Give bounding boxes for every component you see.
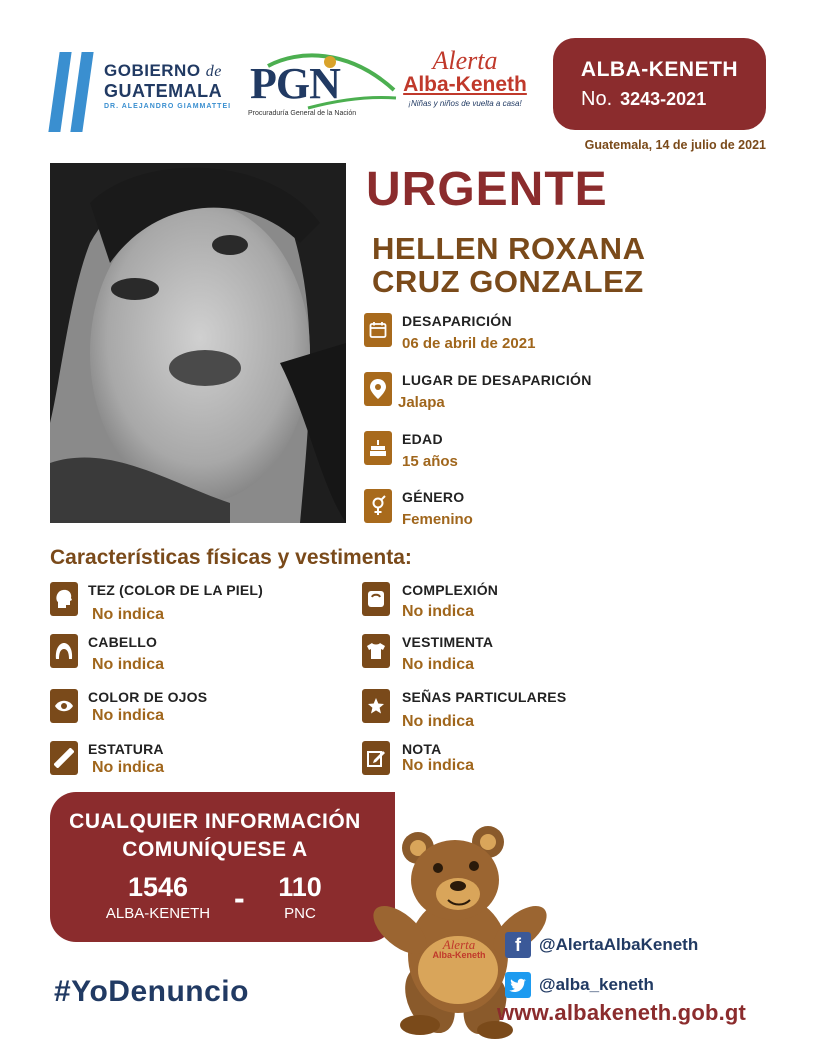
gov-line2: GUATEMALA	[104, 81, 223, 101]
info-lugar	[364, 372, 592, 411]
badge-number: 3243-2021	[620, 89, 707, 109]
hashtag: #YoDenuncio	[54, 975, 249, 1008]
twitter-icon	[505, 972, 531, 998]
char-value: No indica	[92, 707, 165, 724]
phone-label-pnc: PNC	[284, 905, 316, 922]
characteristics-title: Características físicas y vestimenta:	[50, 546, 412, 569]
info-value: Jalapa	[398, 394, 445, 411]
calendar-icon	[364, 313, 392, 347]
char-label: ESTATURA	[88, 741, 164, 757]
contact-box	[50, 792, 395, 942]
info-genero	[364, 489, 473, 528]
mascot-alerta-text: Alerta	[442, 937, 476, 952]
alerta-slogan: ¡Niñas y niños de vuelta a casa!	[408, 99, 522, 108]
badge-title: ALBA-KENETH	[580, 58, 739, 81]
gender-icon	[364, 489, 392, 523]
missing-person-photo	[50, 163, 346, 523]
info-label: GÉNERO	[402, 489, 465, 505]
char-vestimenta	[362, 634, 493, 674]
char-label: COMPLEXIÓN	[402, 582, 499, 598]
website-link[interactable]: www.albakeneth.gob.gt	[497, 1000, 747, 1025]
char-value: No indica	[92, 606, 165, 623]
ruler-icon	[50, 741, 78, 775]
phone-label-alba-keneth: ALBA-KENETH	[105, 905, 211, 922]
char-value: No indica	[402, 656, 475, 673]
info-value: 15 años	[402, 453, 458, 470]
hair-icon	[50, 634, 78, 668]
alerta-alba-keneth-logo	[395, 48, 535, 108]
scale-icon	[362, 582, 390, 616]
note-edit-icon	[362, 741, 390, 775]
facebook-handle[interactable]: @AlertaAlbaKeneth	[539, 935, 699, 954]
head-profile-icon	[50, 582, 78, 616]
info-edad	[364, 431, 458, 470]
info-label: EDAD	[402, 431, 443, 447]
alba-keneth-word: Alba-Keneth	[403, 73, 527, 96]
contact-title-line1: CUALQUIER INFORMACIÓN	[69, 810, 361, 833]
alerta-word: Alerta	[432, 46, 498, 75]
char-value: No indica	[402, 713, 475, 730]
alert-date: Guatemala, 14 de julio de 2021	[584, 138, 766, 152]
gov-line1-de: de	[205, 63, 222, 80]
info-value: 06 de abril de 2021	[402, 335, 536, 352]
info-label: LUGAR DE DESAPARICIÓN	[402, 372, 592, 388]
name-line2: CRUZ GONZALEZ	[372, 264, 644, 300]
badge-no-label: No.	[581, 88, 613, 110]
info-value: Femenino	[402, 511, 473, 528]
alert-number-badge	[553, 38, 766, 130]
shirt-icon	[362, 634, 390, 668]
char-senas	[362, 689, 566, 731]
char-nota	[362, 741, 474, 775]
gov-line3: DR. ALEJANDRO GIAMMATTEI	[104, 103, 232, 110]
info-label: DESAPARICIÓN	[402, 313, 512, 329]
contact-title-line2: COMUNÍQUESE A	[122, 838, 308, 861]
phone-number-alba-keneth[interactable]: 1546	[127, 872, 189, 902]
char-label: VESTIMENTA	[402, 634, 494, 650]
facebook-icon: f	[505, 932, 531, 958]
char-label: TEZ (COLOR DE LA PIEL)	[88, 582, 263, 598]
phone-separator: -	[234, 880, 245, 916]
government-logo-text	[104, 62, 231, 110]
eye-icon	[50, 689, 78, 723]
location-pin-icon	[364, 372, 392, 406]
char-cabello	[50, 634, 164, 674]
urgente-heading: URGENTE	[366, 163, 608, 216]
char-value: No indica	[402, 603, 475, 620]
person-name	[372, 232, 645, 299]
facebook-link[interactable]	[505, 932, 698, 958]
char-label: NOTA	[402, 741, 442, 757]
char-complexion	[362, 582, 498, 621]
char-value: No indica	[402, 757, 475, 774]
char-label: CABELLO	[88, 634, 158, 650]
gov-line1: GOBIERNO	[104, 61, 201, 80]
pgn-letters: PGN	[250, 59, 340, 108]
char-label: SEÑAS PARTICULARES	[402, 689, 567, 705]
info-desaparicion	[364, 313, 535, 352]
char-estatura	[50, 741, 164, 777]
char-value: No indica	[92, 759, 165, 776]
twitter-handle[interactable]: @alba_keneth	[539, 975, 654, 994]
star-icon	[362, 689, 390, 723]
char-value: No indica	[92, 656, 165, 673]
name-line1: HELLEN ROXANA	[372, 231, 646, 266]
government-logo-bars	[50, 52, 96, 132]
char-ojos	[50, 689, 207, 725]
cake-icon	[364, 431, 392, 465]
char-tez	[50, 582, 263, 624]
pgn-subtitle: Procuraduría General de la Nación	[248, 110, 357, 117]
twitter-link[interactable]	[505, 972, 654, 998]
phone-number-pnc[interactable]: 110	[278, 872, 322, 902]
char-label: COLOR DE OJOS	[88, 689, 208, 705]
pgn-logo	[248, 52, 398, 118]
mascot-alba-keneth-text: Alba-Keneth	[432, 950, 486, 960]
